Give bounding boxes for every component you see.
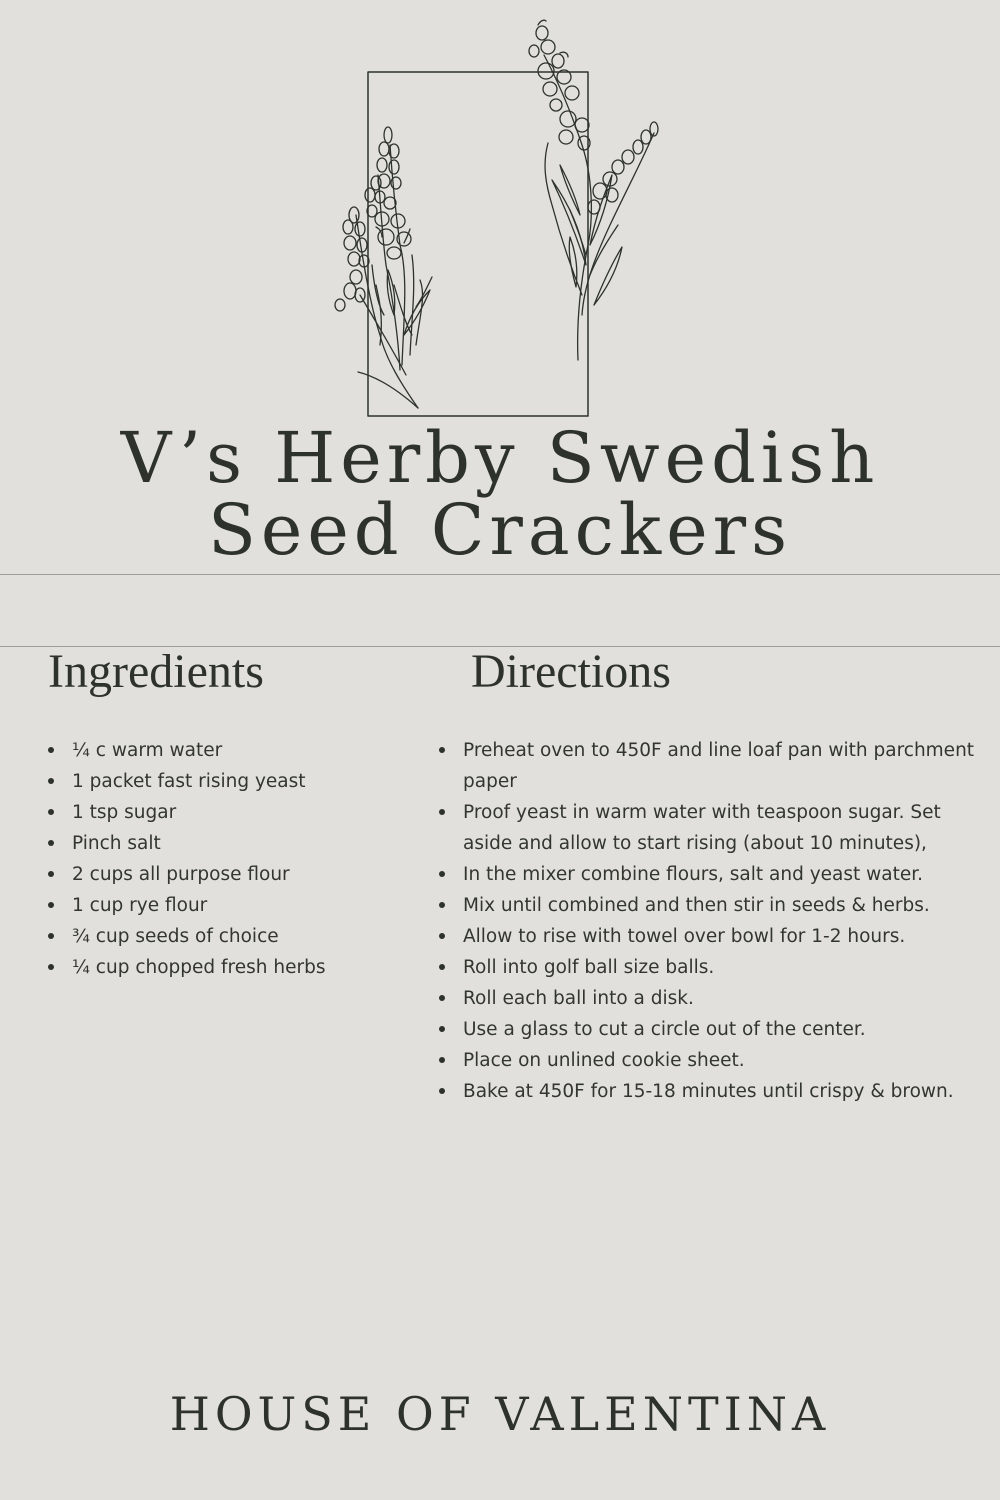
ingredient-item: Pinch salt — [48, 828, 408, 859]
lavender-frame-illustration — [320, 15, 680, 420]
direction-step: Use a glass to cut a circle out of the center. — [439, 1014, 984, 1045]
ingredient-item: 1 tsp sugar — [48, 797, 408, 828]
ingredient-item: 2 cups all purpose flour — [48, 859, 408, 890]
direction-step: Preheat oven to 450F and line loaf pan with parchment paper — [439, 735, 984, 797]
direction-step: Roll into golf ball size balls. — [439, 952, 984, 983]
direction-step: In the mixer combine flours, salt and yeast water. — [439, 859, 984, 890]
direction-step: Proof yeast in warm water with teaspoon sugar. Set aside and allow to start rising (about 10 minutes), — [439, 797, 984, 859]
ingredient-item: ¼ c warm water — [48, 735, 408, 766]
ingredients-list — [48, 735, 408, 983]
ingredient-item: ¼ cup chopped fresh herbs — [48, 952, 408, 983]
direction-step: Roll each ball into a disk. — [439, 983, 984, 1014]
recipe-title — [0, 417, 1000, 571]
recipe-title-line-1: V’s Herby Swedish — [120, 417, 880, 499]
direction-step: Mix until combined and then stir in seeds & herbs. — [439, 890, 984, 921]
ingredients-heading: Ingredients — [48, 645, 264, 698]
directions-heading: Directions — [471, 645, 671, 698]
divider-top — [0, 574, 1000, 575]
brand-footer: HOUSE OF VALENTINA — [169, 1387, 831, 1441]
recipe-title-line-2: Seed Crackers — [207, 489, 793, 571]
direction-step: Bake at 450F for 15-18 minutes until crispy & brown. — [439, 1076, 984, 1107]
direction-step: Place on unlined cookie sheet. — [439, 1045, 984, 1076]
ingredient-item: 1 cup rye flour — [48, 890, 408, 921]
direction-step: Allow to rise with towel over bowl for 1-2 hours. — [439, 921, 984, 952]
ingredient-item: 1 packet fast rising yeast — [48, 766, 408, 797]
ingredient-item: ¾ cup seeds of choice — [48, 921, 408, 952]
directions-list — [439, 735, 984, 1107]
